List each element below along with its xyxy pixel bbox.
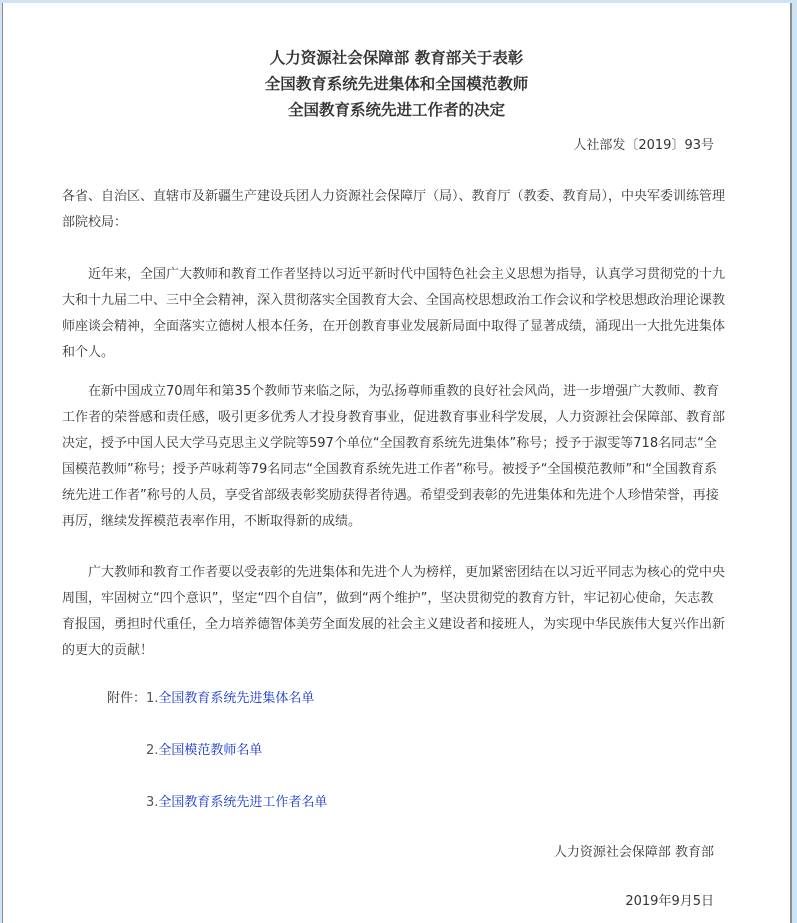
paragraph-3 [62,560,726,664]
attachment-2 [146,741,262,761]
signature: 人力资源社会保障部 教育部 [553,845,714,860]
paragraph-text: 广大教师和教育工作者要以受表彰的先进集体和先进个人为榜样，更加紧密团结在以习近平同志为核心的党中央周围，牢固树立“四个意识”，坚定“四个自信”，做到“两个维护”，坚决贯彻党的教育方针，牢记初心使命，矢志教育报国，勇担时代重任，全力培养德智体美劳全面发展的社会主义建设者和接班人，为实现中华民族伟大复兴作出新的更大的贡献！ [62,565,726,658]
title-line-3: 全国教育系统先进工作者的决定 [287,101,505,119]
paragraph-text: 近年来，全国广大教师和教育工作者坚持以习近平新时代中国特色社会主义思想为指导，认真学习贯彻党的十九大和十九届二中、三中全会精神，深入贯彻落实全国教育大会、全国高校思想政治工作会议和学校思想政治理论课教师座谈会精神，全面落实立德树人根本任务，在开创教育事业发展新局面中取得了显著成绩，涌现出一大批先进集体和个人。 [62,267,726,360]
attachment-link-model-teachers[interactable]: 全国模范教师名单 [158,743,263,758]
document-number: 人社部发〔2019〕93号 [573,138,714,153]
paragraph-2 [62,379,726,535]
attachment-3 [146,793,327,813]
attachment-number: 1. [146,691,159,706]
title-line-1: 人力资源社会保障部 教育部关于表彰 [269,49,524,67]
attachment-number: 2. [146,743,159,758]
issue-date: 2019年9月5日 [625,894,714,909]
paragraph-text: 在新中国成立70周年和第35个教师节来临之际，为弘扬尊师重教的良好社会风尚，进一步增强广大教师、教育工作者的荣誉感和责任感，吸引更多优秀人才投身教育事业，促进教育事业科学发展，人力资源社会保障部、教育部决定，授予中国人民大学马克思主义学院等597个单位“全国教育系统先进集体”称号；授予于淑雯等718名同志“全国模范教师”称号；授予芦咏莉等79名同志“全国教育系统先进工作者”称号。被授予“全国模范教师”和“全国教育系统先进工作者”称号的人员，享受省部级表彰奖励获得者待遇。希望受到表彰的先进集体和先进个人珍惜荣誉，再接再厉，继续发挥模范表率作用，不断取得新的成绩。 [62,384,726,529]
address-text: 各省、自治区、直辖市及新疆生产建设兵团人力资源社会保障厅（局）、教育厅（教委、教育局），中央军委训练管理部院校局： [62,189,726,230]
attachment-link-advanced-workers[interactable]: 全国教育系统先进工作者名单 [158,795,328,810]
title-line-2: 全国教育系统先进集体和全国模范教师 [264,75,529,93]
paragraph-1 [62,262,726,366]
document-panel [2,3,792,923]
document-title [3,45,790,123]
attachments-label: 附件： [107,691,147,706]
attachment-1 [107,689,314,709]
attachment-link-advanced-collectives[interactable]: 全国教育系统先进集体名单 [158,691,315,706]
address-block [62,184,726,236]
attachment-number: 3. [146,795,159,810]
